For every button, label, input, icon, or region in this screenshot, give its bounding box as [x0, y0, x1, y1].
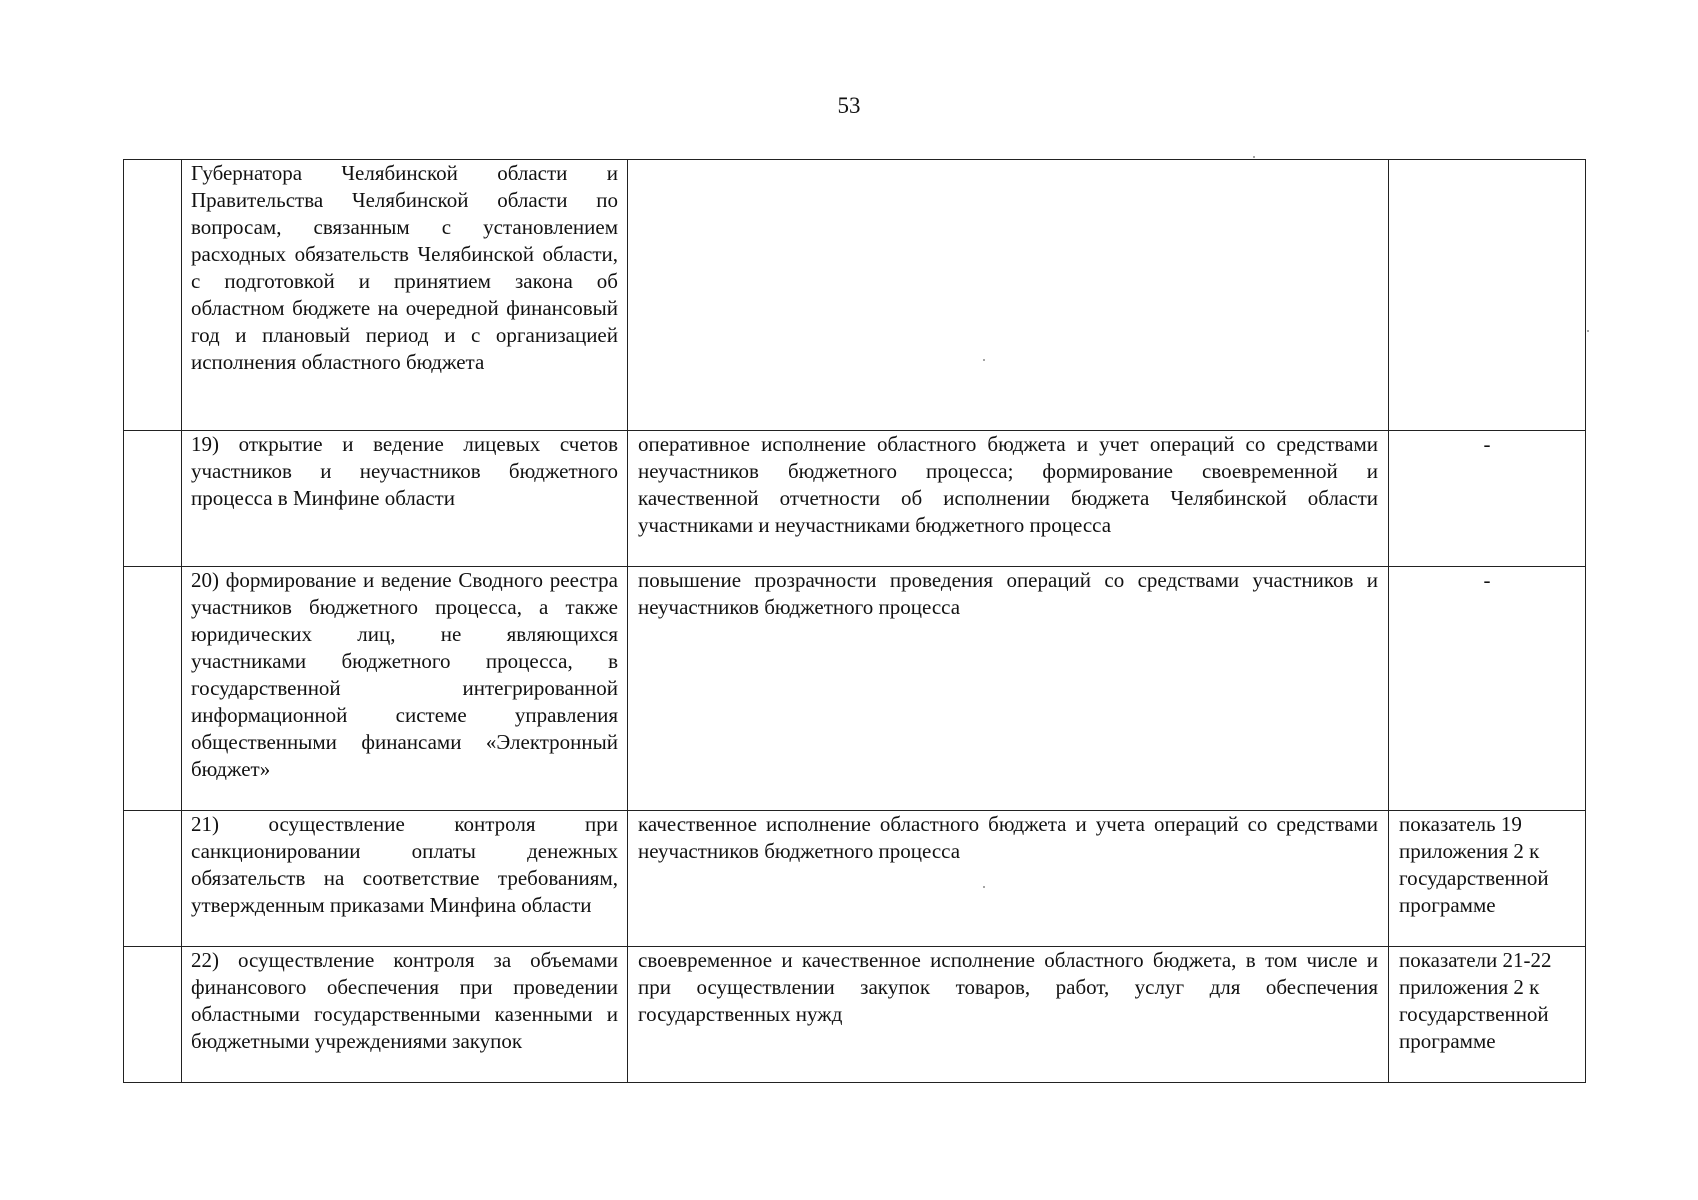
activity-description-cell [182, 160, 628, 431]
indicator-reference: показатель 19 приложения 2 к государственной программе [1399, 812, 1549, 917]
activity-description: 22) осуществление контроля за объемами финансового обеспечения при проведении областными государственными казенными и бюджетными учреждениями закупок [191, 948, 618, 1053]
expected-result-cell [628, 160, 1389, 431]
expected-result-cell [628, 431, 1389, 567]
indicator-cell [1389, 431, 1586, 567]
scan-speck [1253, 156, 1255, 158]
expected-result: качественное исполнение областного бюджета и учета операций со средствами неучастников бюджетного процесса [638, 812, 1378, 863]
row-number-cell [124, 947, 182, 1083]
activity-description: 21) осуществление контроля при санкционировании оплаты денежных обязательств на соответствие требованиям, утвержденным приказами Минфина области [191, 812, 618, 917]
expected-result-cell [628, 947, 1389, 1083]
scan-speck [1587, 330, 1589, 332]
expected-result: своевременное и качественное исполнение областного бюджета, в том числе и при осуществлении закупок товаров, работ, услуг для обеспечения государственных нужд [638, 948, 1378, 1026]
indicator-cell [1389, 811, 1586, 947]
indicator-reference: - [1483, 432, 1491, 456]
program-table [123, 159, 1586, 1083]
table-row [124, 811, 1586, 947]
indicator-reference: - [1483, 568, 1491, 592]
expected-result-cell [628, 567, 1389, 811]
scan-speck [983, 886, 985, 888]
indicator-cell [1389, 947, 1586, 1083]
row-number-cell [124, 811, 182, 947]
indicator-cell [1389, 160, 1586, 431]
scan-speck [983, 359, 985, 361]
table-row [124, 567, 1586, 811]
expected-result-cell [628, 811, 1389, 947]
table-row [124, 947, 1586, 1083]
activity-description: 20) формирование и ведение Сводного реестра участников бюджетного процесса, а также юридических лиц, не являющихся участниками бюджетного процесса, в государственной интегрированной информационной системе управления общественными финансами «Электронный бюджет» [191, 568, 618, 781]
expected-result: оперативное исполнение областного бюджета и учет операций со средствами неучастников бюджетного процесса; формирование своевременной и качественной отчетности об исполнении бюджета Челябинской области участниками и неучастниками бюджетного процесса [638, 432, 1378, 537]
activity-description-cell [182, 947, 628, 1083]
indicator-reference: показатели 21-22 приложения 2 к государственной программе [1399, 948, 1552, 1053]
expected-result: повышение прозрачности проведения операций со средствами участников и неучастников бюджетного процесса [638, 568, 1378, 619]
row-number-cell [124, 567, 182, 811]
activity-description: 19) открытие и ведение лицевых счетов участников и неучастников бюджетного процесса в Минфине области [191, 432, 618, 510]
page-number: 53 [837, 93, 861, 118]
indicator-cell [1389, 567, 1586, 811]
activity-description-cell [182, 567, 628, 811]
activity-description-cell [182, 431, 628, 567]
row-number-cell [124, 431, 182, 567]
row-number-cell [124, 160, 182, 431]
table-row [124, 160, 1586, 431]
activity-description-cell [182, 811, 628, 947]
activity-description: Губернатора Челябинской области и Правительства Челябинской области по вопросам, связанным с установлением расходных обязательств Челябинской области, с подготовкой и принятием закона об областном бюджете на очередной финансовый год и плановый период и с организацией исполнения областного бюджета [191, 161, 618, 374]
table-row [124, 431, 1586, 567]
